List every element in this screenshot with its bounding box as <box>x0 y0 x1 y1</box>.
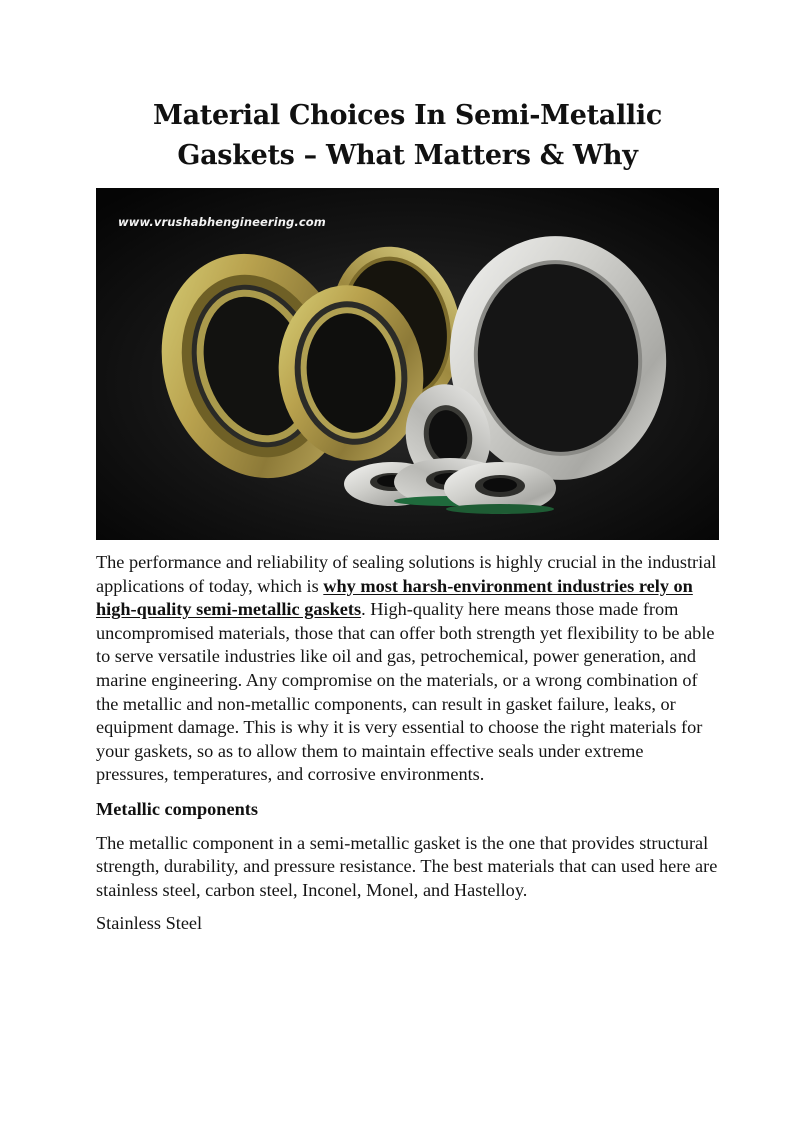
page-title <box>96 96 719 176</box>
title-line-2: Gaskets – What Matters & Why <box>177 140 638 171</box>
semi-metallic-gaskets-link[interactable]: why most harsh-environment industries rely on high-quality semi-metallic gaskets <box>96 575 693 620</box>
gasket-illustration <box>96 188 719 540</box>
document-page <box>96 96 719 936</box>
gasket-photo <box>96 188 719 540</box>
section-paragraph: The metallic component in a semi-metallic gasket is the one that provides structural strength, durability, and pressure resistance. The best materials that can used here are stainless steel, carbon steel, Inconel, Monel, and Hastelloy. <box>96 832 718 900</box>
section-heading: Metallic components <box>96 798 258 819</box>
intro-paragraph <box>96 551 719 787</box>
intro-text-before: The performance and reliability of sealing solutions is highly crucial in the industrial applications of today, which is <box>96 552 717 596</box>
subheading-stainless-steel: Stainless Steel <box>96 913 203 934</box>
intro-text-after: . High-quality here means those made from uncompromised materials, those that can offer both strength yet flexibility to be able to serve versatile industries like oil and gas, petrochemical, power generation, and marine engineering. Any compromise on the materials, or a wrong combination of the metallic and non-metallic components, can result in gasket failure, leaks, or equipment damage. This is why it is very essential to choose the right materials for your gaskets, so as to allow them to maintain effective seals under extreme pressures, temperatures, and corrosive environments. <box>96 599 715 785</box>
image-watermark: www.vrushabhengineering.com <box>118 215 326 229</box>
title-line-1: Material Choices In Semi-Metallic <box>153 100 662 131</box>
